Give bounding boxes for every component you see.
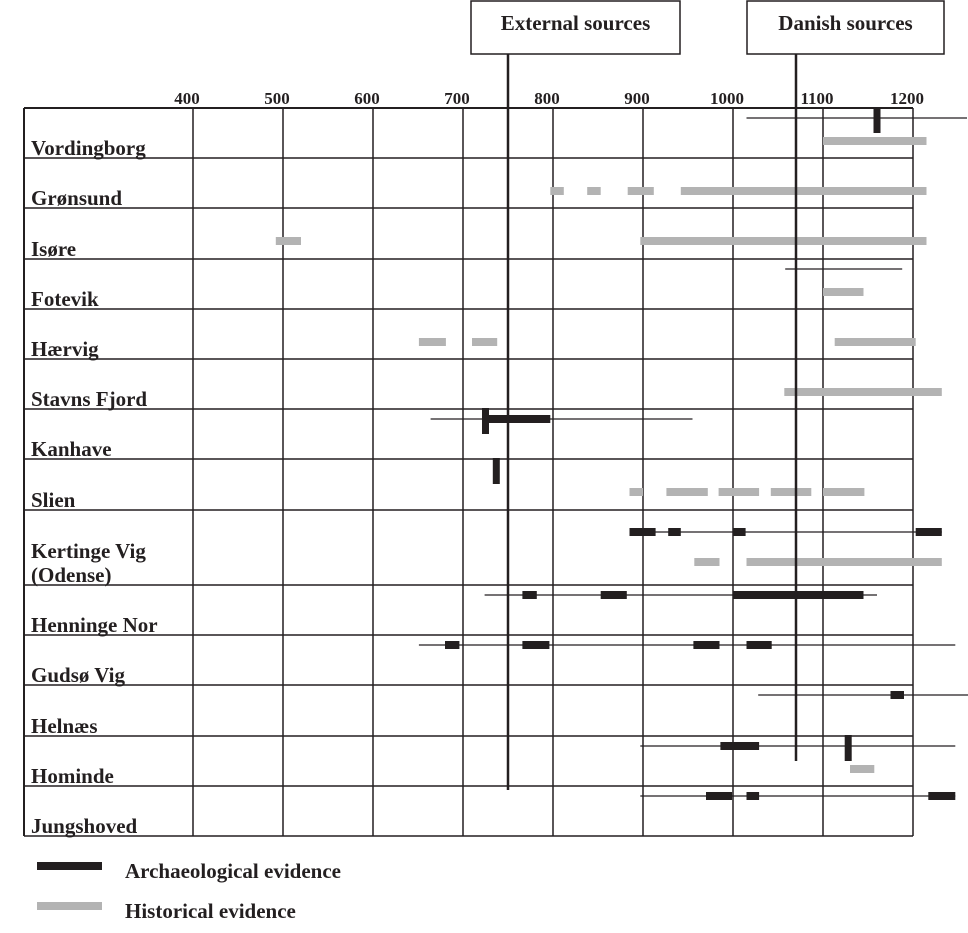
site-label: Isøre bbox=[31, 237, 77, 261]
site-label: (Odense) bbox=[31, 563, 112, 587]
site-row bbox=[31, 645, 955, 687]
tick-label: 1100 bbox=[800, 89, 834, 108]
site-row bbox=[31, 796, 955, 838]
site-row bbox=[31, 387, 942, 411]
site-row bbox=[31, 269, 902, 311]
legend-label: Historical evidence bbox=[125, 899, 296, 923]
site-label: Helnæs bbox=[31, 714, 98, 738]
tick-label: 700 bbox=[444, 89, 470, 108]
legend-label: Archaeological evidence bbox=[125, 859, 341, 883]
site-row bbox=[31, 107, 967, 160]
site-row bbox=[31, 408, 693, 461]
site-row bbox=[31, 695, 968, 738]
legend-item-archaeological bbox=[37, 859, 341, 883]
external-sources-marker bbox=[471, 1, 680, 790]
site-label: Grønsund bbox=[31, 186, 123, 210]
site-row bbox=[31, 595, 877, 637]
site-label: Kertinge Vig bbox=[31, 539, 146, 563]
site-row bbox=[31, 337, 916, 361]
site-label: Vordingborg bbox=[31, 136, 146, 160]
tick-label: 900 bbox=[624, 89, 650, 108]
tick-label: 400 bbox=[174, 89, 200, 108]
legend-item-historical bbox=[37, 899, 296, 923]
tick-label: 800 bbox=[534, 89, 560, 108]
legend bbox=[37, 859, 341, 923]
site-row bbox=[31, 735, 955, 788]
tick-label: 1200 bbox=[890, 89, 924, 108]
site-label: Kanhave bbox=[31, 437, 112, 461]
site-label: Fotevik bbox=[31, 287, 99, 311]
tick-label: 600 bbox=[354, 89, 380, 108]
marker-label: Danish sources bbox=[778, 11, 913, 35]
site-label: Slien bbox=[31, 488, 76, 512]
site-row bbox=[31, 186, 927, 210]
site-label: Stavns Fjord bbox=[31, 387, 148, 411]
site-label: Gudsø Vig bbox=[31, 663, 125, 687]
site-label: Jungshoved bbox=[31, 814, 138, 838]
tick-label: 1000 bbox=[710, 89, 744, 108]
marker-label: External sources bbox=[500, 11, 651, 35]
x-axis-ticks bbox=[174, 89, 924, 108]
site-row bbox=[31, 458, 864, 512]
danish-sources-marker bbox=[747, 1, 944, 761]
site-label: Hærvig bbox=[31, 337, 99, 361]
grid bbox=[24, 108, 913, 836]
site-row bbox=[31, 237, 927, 261]
tick-label: 500 bbox=[264, 89, 290, 108]
site-label: Hominde bbox=[31, 764, 114, 788]
site-rows bbox=[31, 107, 968, 838]
site-label: Henninge Nor bbox=[31, 613, 158, 637]
site-row bbox=[31, 532, 942, 587]
